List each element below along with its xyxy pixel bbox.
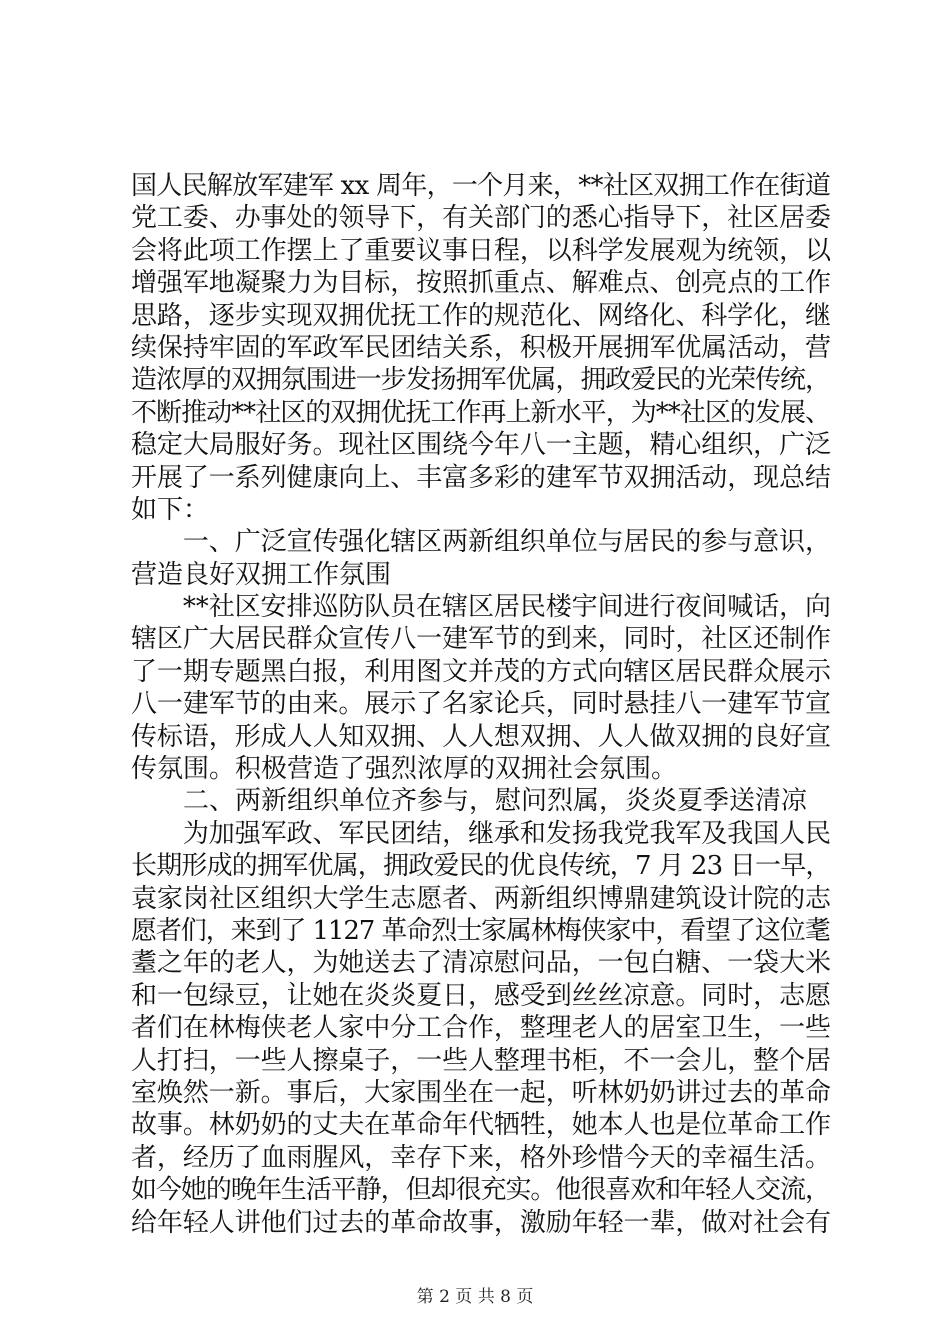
text-line: 国人民解放军建军 xx 周年，一个月来，**社区双拥工作在街道 [131, 171, 831, 201]
text-line: 长期形成的拥军优属，拥政爱民的优良传统，7 月 23 日一早， [131, 851, 831, 882]
text-line: 和一包绿豆，让她在炎炎夏日，感受到丝丝凉意。同时，志愿 [131, 980, 831, 1011]
text-line: 开展了一系列健康向上、丰富多彩的建军节双拥活动，现总结 [131, 462, 831, 493]
text-line: 稳定大局服好务。现社区围绕今年八一主题，精心组织，广泛 [131, 430, 831, 461]
text-line: 室焕然一新。事后，大家围坐在一起，听林奶奶讲过去的革命 [131, 1077, 831, 1108]
text-line: 愿者们，来到了 1127 革命烈士家属林梅侠家中，看望了这位耄 [131, 915, 830, 946]
text-line: 如下： [131, 494, 210, 525]
document-body [131, 170, 831, 1239]
text-line: 一、广泛宣传强化辖区两新组织单位与居民的参与意识， [131, 527, 831, 558]
text-line: 者，经历了血雨腥风，幸存下来，格外珍惜今天的幸福生活。 [131, 1142, 831, 1173]
text-line: 续保持牢固的军政军民团结关系，积极开展拥军优属活动，营 [131, 332, 831, 363]
text-line: 故事。林奶奶的丈夫在革命年代牺牲，她本人也是位革命工作 [131, 1110, 831, 1141]
text-line: 会将此项工作摆上了重要议事日程，以科学发展观为统领，以 [131, 235, 831, 266]
text-line: 耋之年的老人，为她送去了清凉慰问品，一包白糖、一袋大米 [131, 948, 831, 979]
text-line: 者们在林梅侠老人家中分工合作，整理老人的居室卫生，一些 [131, 1013, 831, 1044]
text-line: 袁家岗社区组织大学生志愿者、两新组织博鼎建筑设计院的志 [131, 883, 831, 914]
text-line: 传标语，形成人人知双拥、人人想双拥、人人做双拥的良好宣 [131, 721, 831, 752]
text-line: 如今她的晚年生活平静，但却很充实。他很喜欢和年轻人交流， [131, 1175, 830, 1206]
text-line: 为加强军政、军民团结，继承和发扬我党我军及我国人民 [131, 818, 831, 849]
text-line: 营造良好双拥工作氛围 [131, 559, 392, 590]
text-line: 造浓厚的双拥氛围进一步发扬拥军优属，拥政爱民的光荣传统， [131, 365, 830, 396]
page-footer: 第 2 页 共 8 页 [416, 1287, 534, 1307]
text-line: 不断推动**社区的双拥优抚工作再上新水平，为**社区的发展、 [131, 397, 831, 428]
text-line: 思路，逐步实现双拥优抚工作的规范化、网络化、科学化，继 [131, 300, 831, 331]
text-line: 辖区广大居民群众宣传八一建军节的到来，同时，社区还制作 [131, 624, 831, 655]
text-line: 人打扫，一些人擦桌子，一些人整理书柜，不一会儿，整个居 [131, 1045, 831, 1076]
text-line: 给年轻人讲他们过去的革命故事，激励年轻一辈，做对社会有 [131, 1207, 831, 1238]
text-line: 了一期专题黑白报，利用图文并茂的方式向辖区居民群众展示 [131, 656, 831, 687]
text-line: **社区安排巡防队员在辖区居民楼宇间进行夜间喊话，向 [131, 592, 831, 623]
text-line: 党工委、办事处的领导下，有关部门的悉心指导下，社区居委 [131, 203, 831, 234]
text-line: 传氛围。积极营造了强烈浓厚的双拥社会氛围。 [131, 754, 678, 785]
text-line: 增强军地凝聚力为目标，按照抓重点、解难点、创亮点的工作 [131, 268, 831, 299]
text-line: 二、两新组织单位齐参与，慰问烈属，炎炎夏季送清凉 [131, 786, 808, 817]
text-line: 八一建军节的由来。展示了名家论兵，同时悬挂八一建军节宣 [131, 689, 831, 720]
